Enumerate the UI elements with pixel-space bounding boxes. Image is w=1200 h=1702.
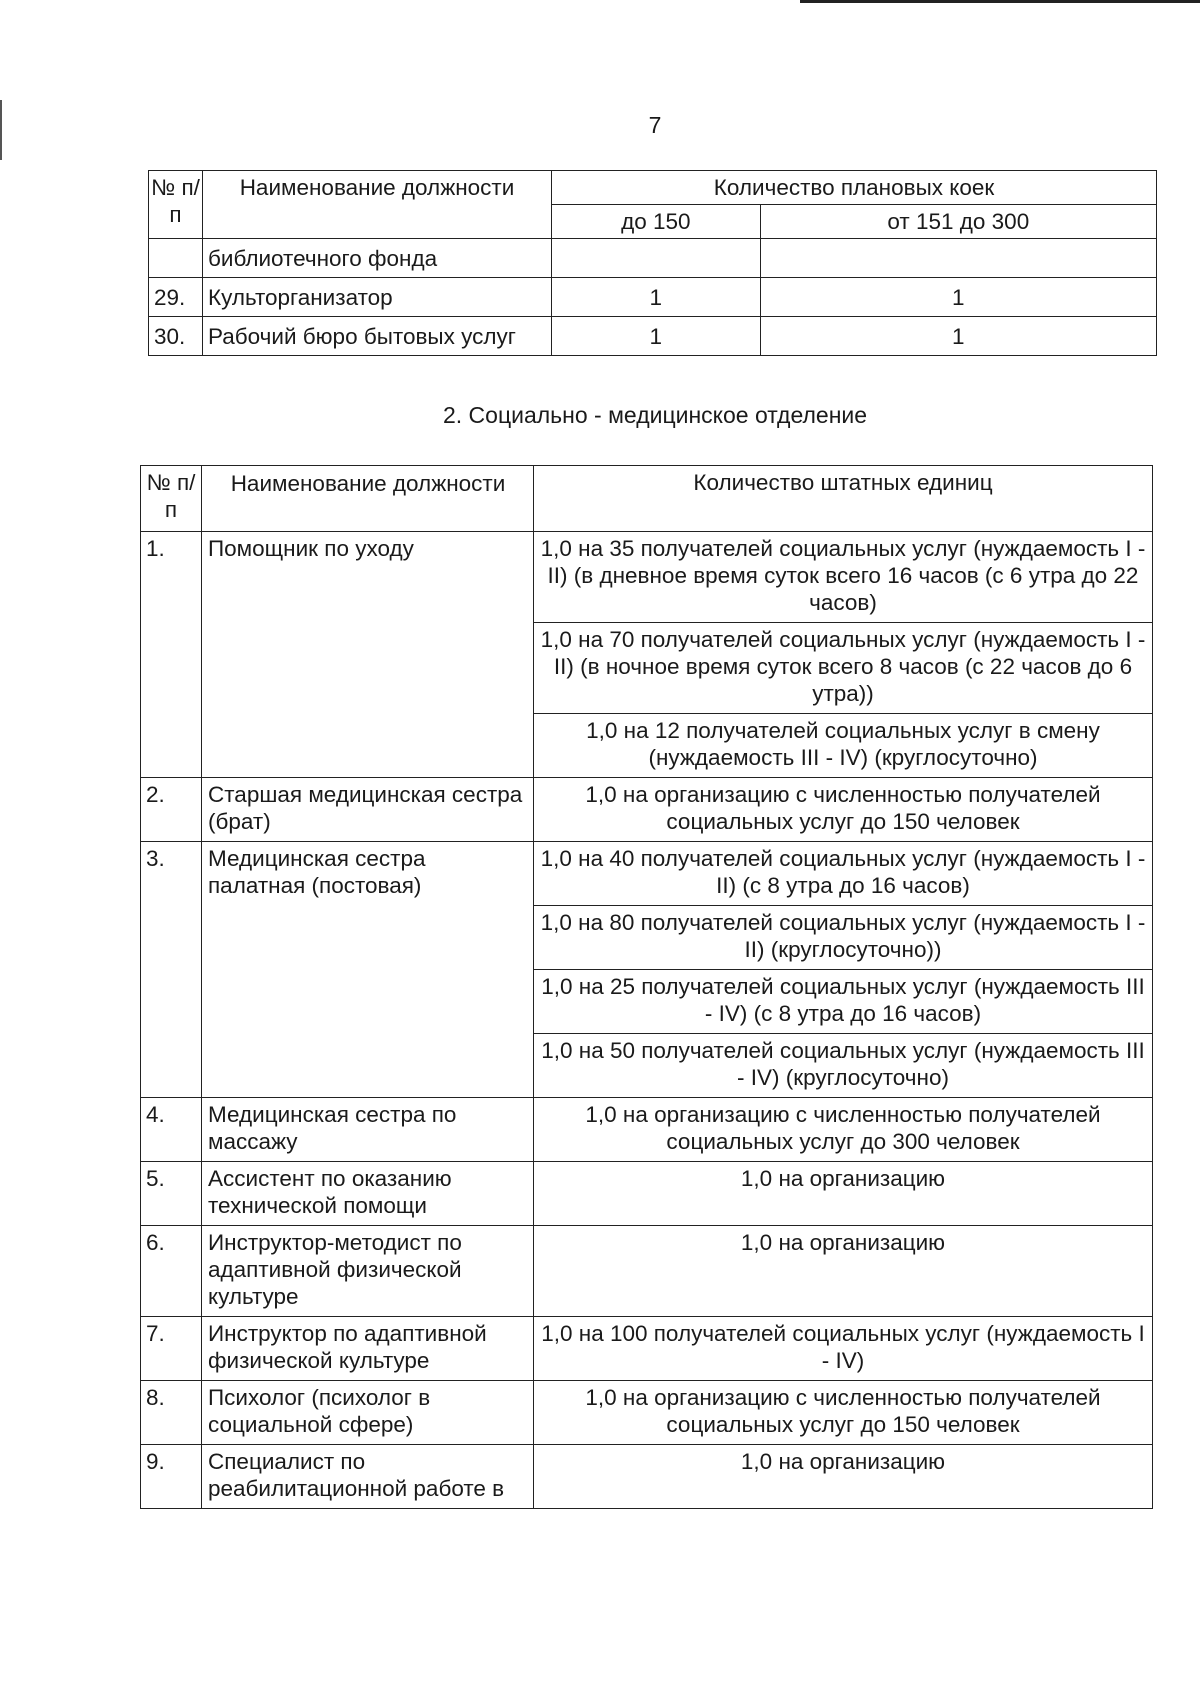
row-value-151-to-300 bbox=[760, 239, 1156, 278]
header-staff-units: Количество штатных единиц bbox=[534, 466, 1153, 532]
header-position: Наименование должности bbox=[203, 171, 552, 239]
row-position: Старшая медицинская сестра (брат) bbox=[202, 778, 534, 842]
row-staff-norm: 1,0 на 12 получателей социальных услуг в смену (нуждаемость III - IV) (круглосуточно) bbox=[534, 714, 1153, 778]
header-num: № п/п bbox=[141, 466, 202, 532]
header-num: № п/п bbox=[149, 171, 203, 239]
row-position: Медицинская сестра по массажу bbox=[202, 1098, 534, 1162]
row-value-up-to-150: 1 bbox=[552, 278, 761, 317]
row-staff-norm: 1,0 на организацию с численностью получателей социальных услуг до 300 человек bbox=[534, 1098, 1153, 1162]
row-staff-norm: 1,0 на организацию bbox=[534, 1162, 1153, 1226]
table-row bbox=[141, 1162, 1153, 1226]
row-num: 8. bbox=[141, 1381, 202, 1445]
table-row bbox=[149, 317, 1157, 356]
beds-staffing-table bbox=[148, 170, 1157, 356]
table-row bbox=[141, 1317, 1153, 1381]
row-position: Культорганизатор bbox=[203, 278, 552, 317]
table-row bbox=[149, 239, 1157, 278]
row-num: 1. bbox=[141, 532, 202, 778]
row-num: 29. bbox=[149, 278, 203, 317]
row-staff-norm: 1,0 на 25 получателей социальных услуг (нуждаемость III - IV) (с 8 утра до 16 часов) bbox=[534, 970, 1153, 1034]
row-staff-norm: 1,0 на организацию bbox=[534, 1445, 1153, 1509]
table-row bbox=[149, 278, 1157, 317]
medical-staffing-table bbox=[140, 465, 1153, 1509]
row-staff-norm: 1,0 на 35 получателей социальных услуг (нуждаемость I - II) (в дневное время суток всего 16 часов (с 6 утра до 22 часов) bbox=[534, 532, 1153, 623]
row-staff-norm: 1,0 на 100 получателей социальных услуг (нуждаемость I - IV) bbox=[534, 1317, 1153, 1381]
row-position: Помощник по уходу bbox=[202, 532, 534, 778]
row-num: 7. bbox=[141, 1317, 202, 1381]
row-position: Психолог (психолог в социальной сфере) bbox=[202, 1381, 534, 1445]
row-value-151-to-300: 1 bbox=[760, 278, 1156, 317]
table-row bbox=[141, 532, 1153, 623]
row-value-up-to-150: 1 bbox=[552, 317, 761, 356]
row-staff-norm: 1,0 на организацию с численностью получателей социальных услуг до 150 человек bbox=[534, 1381, 1153, 1445]
header-planned-beds: Количество плановых коек bbox=[552, 171, 1157, 205]
header-up-to-150: до 150 bbox=[552, 205, 761, 239]
table-row bbox=[141, 842, 1153, 906]
row-position: Инструктор по адаптивной физической культуре bbox=[202, 1317, 534, 1381]
row-position: Ассистент по оказанию технической помощи bbox=[202, 1162, 534, 1226]
page-number: 7 bbox=[648, 112, 662, 138]
table-row bbox=[141, 778, 1153, 842]
row-position: Рабочий бюро бытовых услуг bbox=[203, 317, 552, 356]
row-value-up-to-150 bbox=[552, 239, 761, 278]
row-num: 3. bbox=[141, 842, 202, 1098]
table-row bbox=[141, 1098, 1153, 1162]
row-num bbox=[149, 239, 203, 278]
row-staff-norm: 1,0 на 80 получателей социальных услуг (нуждаемость I - II) (круглосуточно)) bbox=[534, 906, 1153, 970]
row-position: Специалист по реабилитационной работе в bbox=[202, 1445, 534, 1509]
scan-edge-top bbox=[800, 0, 1200, 3]
row-staff-norm: 1,0 на 40 получателей социальных услуг (нуждаемость I - II) (с 8 утра до 16 часов) bbox=[534, 842, 1153, 906]
row-staff-norm: 1,0 на организацию с численностью получателей социальных услуг до 150 человек bbox=[534, 778, 1153, 842]
header-151-to-300: от 151 до 300 bbox=[760, 205, 1156, 239]
table-row bbox=[141, 1381, 1153, 1445]
row-staff-norm: 1,0 на 70 получателей социальных услуг (нуждаемость I - II) (в ночное время суток всего 8 часов (с 22 часов до 6 утра)) bbox=[534, 623, 1153, 714]
table1-header-row bbox=[149, 171, 1157, 205]
row-staff-norm: 1,0 на организацию bbox=[534, 1226, 1153, 1317]
row-position: Инструктор-методист по адаптивной физической культуре bbox=[202, 1226, 534, 1317]
row-num: 5. bbox=[141, 1162, 202, 1226]
table-row bbox=[141, 1445, 1153, 1509]
table2-header-row bbox=[141, 466, 1153, 532]
row-num: 6. bbox=[141, 1226, 202, 1317]
row-staff-norm: 1,0 на 50 получателей социальных услуг (нуждаемость III - IV) (круглосуточно) bbox=[534, 1034, 1153, 1098]
row-value-151-to-300: 1 bbox=[760, 317, 1156, 356]
table-row bbox=[141, 1226, 1153, 1317]
row-num: 30. bbox=[149, 317, 203, 356]
row-num: 9. bbox=[141, 1445, 202, 1509]
row-num: 2. bbox=[141, 778, 202, 842]
header-position: Наименование должности bbox=[202, 466, 534, 532]
section-title: 2. Социально - медицинское отделение bbox=[442, 402, 868, 428]
row-position: Медицинская сестра палатная (постовая) bbox=[202, 842, 534, 1098]
row-num: 4. bbox=[141, 1098, 202, 1162]
row-position: библиотечного фонда bbox=[203, 239, 552, 278]
